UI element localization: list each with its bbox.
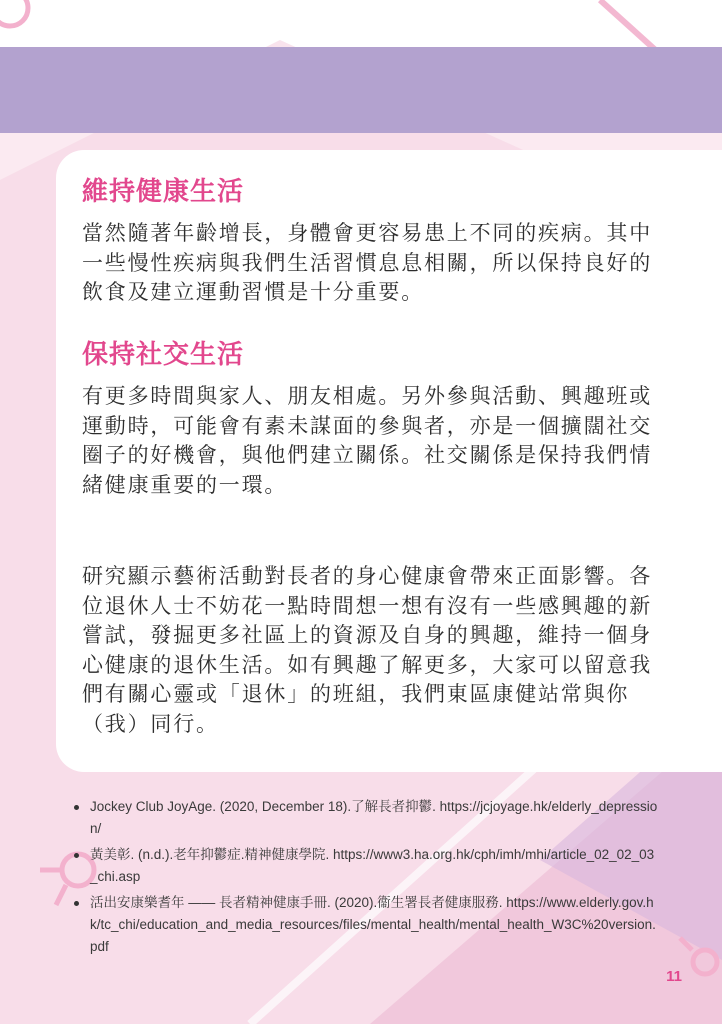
section-heading: 保持社交生活 bbox=[82, 340, 245, 370]
section-paragraph: 研究顯示藝術活動對長者的身心健康會帶來正面影響。各位退休人士不妨花一點時間想一想有沒有一些感興趣的新嘗試，發掘更多社區上的資源及自身的興趣，維持一個身心健康的退休生活。如有興趣了解更多，大家可以留意我們有關心靈或「退休」的班組，我們東區康健站常與你（我）同行。 bbox=[82, 564, 652, 736]
section-healthy-living bbox=[82, 175, 652, 308]
reference-item: 活出安康樂耆年 —— 長者精神健康手冊. (2020).衞生署長者健康服務. https://www.elderly.gov.hk/tc_chi/education_and_media_resources/files/mental_health/mental_health_W3C%20version.pdf bbox=[68, 892, 658, 958]
page-number: 11 bbox=[666, 968, 682, 985]
section-social-life bbox=[82, 338, 652, 500]
reference-item: Jockey Club JoyAge. (2020, December 18).了解長者抑鬱. https://jcjoyage.hk/elderly_depression/ bbox=[68, 796, 658, 840]
header-band bbox=[0, 47, 722, 133]
section-heading: 維持健康生活 bbox=[82, 177, 245, 207]
section-art-activities bbox=[82, 552, 652, 739]
section-paragraph: 當然隨著年齡增長，身體會更容易患上不同的疾病。其中一些慢性疾病與我們生活習慣息息相關，所以保持良好的飲食及建立運動習慣是十分重要。 bbox=[82, 221, 652, 304]
reference-list bbox=[68, 796, 658, 962]
section-paragraph: 有更多時間與家人、朋友相處。另外參與活動、興趣班或運動時，可能會有素未謀面的參與者，亦是一個擴闊社交圈子的好機會，與他們建立關係。社交關係是保持我們情緒健康重要的一環。 bbox=[82, 384, 652, 497]
reference-item: 黃美彰. (n.d.).老年抑鬱症.精神健康學院. https://www3.ha.org.hk/cph/imh/mhi/article_02_02_03_chi.asp bbox=[68, 844, 658, 888]
